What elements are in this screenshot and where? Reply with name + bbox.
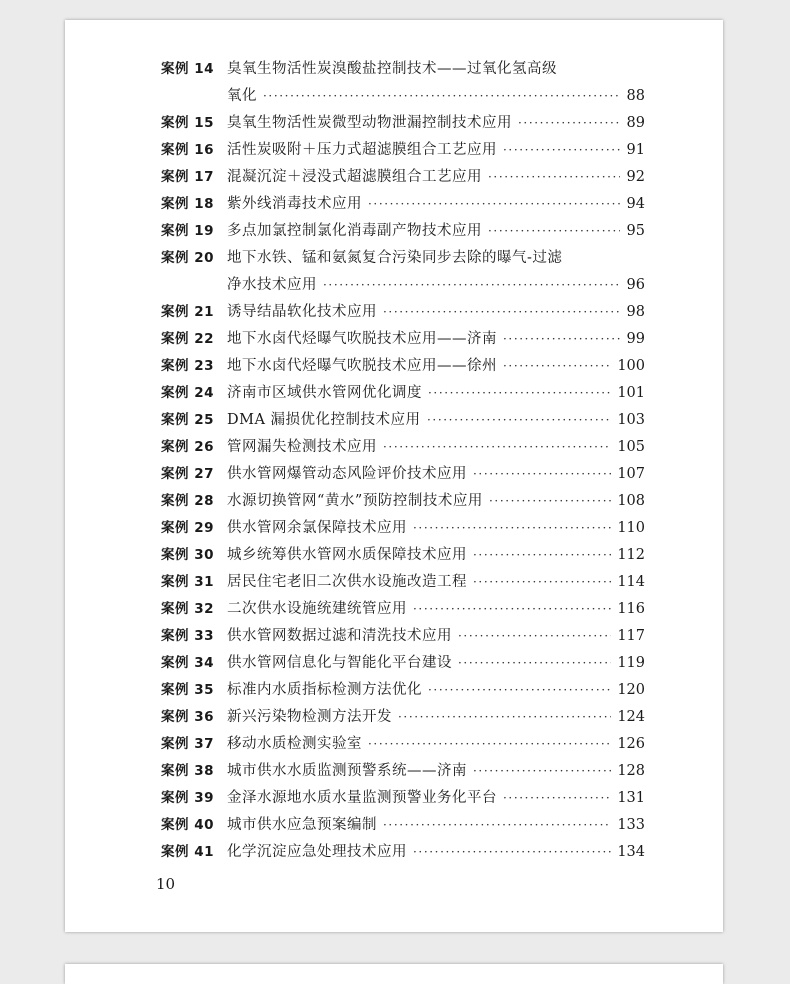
toc-line bbox=[65, 623, 723, 649]
dot-leader bbox=[458, 623, 611, 649]
dot-leader bbox=[398, 704, 611, 730]
entry-title: 氧化 bbox=[227, 88, 257, 104]
toc-line bbox=[65, 785, 723, 811]
case-label: 案例 24 bbox=[161, 385, 214, 401]
page-reference: 134 bbox=[617, 844, 645, 860]
entry-title: 地下水铁、锰和氨氮复合污染同步去除的曝气-过滤 bbox=[227, 250, 563, 266]
entry-title: 居民住宅老旧二次供水设施改造工程 bbox=[227, 574, 467, 590]
page-reference: 107 bbox=[617, 466, 645, 482]
dot-leader bbox=[473, 542, 611, 568]
next-page-edge bbox=[65, 964, 723, 984]
page-reference: 99 bbox=[626, 331, 645, 347]
page-reference: 91 bbox=[626, 142, 645, 158]
dot-leader bbox=[428, 677, 611, 703]
entry-title: 城市供水水质监测预警系统——济南 bbox=[227, 763, 467, 779]
entry-title: 城乡统筹供水管网水质保障技术应用 bbox=[227, 547, 467, 563]
page-reference: 116 bbox=[617, 601, 645, 617]
dot-leader bbox=[427, 407, 611, 433]
toc-line bbox=[65, 434, 723, 460]
case-label: 案例 32 bbox=[161, 601, 214, 617]
toc-line bbox=[65, 569, 723, 595]
entry-title: 供水管网余氯保障技术应用 bbox=[227, 520, 407, 536]
dot-leader bbox=[413, 839, 611, 865]
case-label: 案例 23 bbox=[161, 358, 214, 374]
case-label: 案例 22 bbox=[161, 331, 214, 347]
case-label: 案例 19 bbox=[161, 223, 214, 239]
dot-leader bbox=[263, 83, 620, 109]
toc-line bbox=[65, 731, 723, 757]
toc-line bbox=[65, 380, 723, 406]
page-reference: 117 bbox=[617, 628, 645, 644]
case-label: 案例 18 bbox=[161, 196, 214, 212]
case-label: 案例 16 bbox=[161, 142, 214, 158]
page-reference: 95 bbox=[626, 223, 645, 239]
page-reference: 131 bbox=[617, 790, 645, 806]
dot-leader bbox=[473, 461, 611, 487]
page-reference: 120 bbox=[617, 682, 645, 698]
toc-line bbox=[65, 137, 723, 163]
dot-leader bbox=[503, 353, 611, 379]
page-reference: 126 bbox=[617, 736, 645, 752]
page-reference: 119 bbox=[617, 655, 645, 671]
dot-leader bbox=[383, 812, 611, 838]
page-number: 10 bbox=[156, 875, 176, 893]
dot-leader bbox=[489, 488, 611, 514]
entry-title: 活性炭吸附＋压力式超滤膜组合工艺应用 bbox=[227, 142, 497, 158]
entry-title: 地下水卤代烃曝气吹脱技术应用——济南 bbox=[227, 331, 497, 347]
entry-title: 地下水卤代烃曝气吹脱技术应用——徐州 bbox=[227, 358, 497, 374]
page-reference: 101 bbox=[617, 385, 645, 401]
case-label: 案例 31 bbox=[161, 574, 214, 590]
entry-title: 济南市区域供水管网优化调度 bbox=[227, 385, 422, 401]
dot-leader bbox=[473, 569, 611, 595]
entry-title: 供水管网数据过滤和清洗技术应用 bbox=[227, 628, 452, 644]
dot-leader bbox=[383, 434, 611, 460]
entry-title: 供水管网爆管动态风险评价技术应用 bbox=[227, 466, 467, 482]
toc-line bbox=[65, 596, 723, 622]
case-label: 案例 27 bbox=[161, 466, 214, 482]
toc-line bbox=[65, 110, 723, 136]
dot-leader bbox=[473, 758, 611, 784]
toc-line bbox=[65, 758, 723, 784]
dot-leader bbox=[458, 650, 611, 676]
toc-line bbox=[65, 245, 723, 271]
entry-title: 净水技术应用 bbox=[227, 277, 317, 293]
case-label: 案例 38 bbox=[161, 763, 214, 779]
toc-line bbox=[65, 353, 723, 379]
toc-line bbox=[65, 56, 723, 82]
entry-title: 标准内水质指标检测方法优化 bbox=[227, 682, 422, 698]
entry-title: 管网漏失检测技术应用 bbox=[227, 439, 377, 455]
entry-title: DMA 漏损优化控制技术应用 bbox=[227, 412, 421, 428]
case-label: 案例 21 bbox=[161, 304, 214, 320]
case-label: 案例 41 bbox=[161, 844, 214, 860]
toc-line bbox=[65, 326, 723, 352]
page-reference: 110 bbox=[617, 520, 645, 536]
case-label: 案例 34 bbox=[161, 655, 214, 671]
case-label: 案例 26 bbox=[161, 439, 214, 455]
toc-line bbox=[65, 218, 723, 244]
case-label: 案例 28 bbox=[161, 493, 214, 509]
page-reference: 124 bbox=[617, 709, 645, 725]
entry-title: 诱导结晶软化技术应用 bbox=[227, 304, 377, 320]
toc-line bbox=[65, 164, 723, 190]
entry-title: 城市供水应急预案编制 bbox=[227, 817, 377, 833]
entry-title: 移动水质检测实验室 bbox=[227, 736, 362, 752]
case-label: 案例 37 bbox=[161, 736, 214, 752]
page-reference: 98 bbox=[626, 304, 645, 320]
dot-leader bbox=[368, 191, 620, 217]
page-reference: 112 bbox=[617, 547, 645, 563]
toc-line bbox=[65, 461, 723, 487]
dot-leader bbox=[428, 380, 611, 406]
dot-leader bbox=[503, 326, 620, 352]
entry-title: 二次供水设施统建统管应用 bbox=[227, 601, 407, 617]
entry-title: 化学沉淀应急处理技术应用 bbox=[227, 844, 407, 860]
toc-line bbox=[65, 488, 723, 514]
case-label: 案例 25 bbox=[161, 412, 214, 428]
dot-leader bbox=[383, 299, 620, 325]
case-label: 案例 33 bbox=[161, 628, 214, 644]
page-reference: 108 bbox=[617, 493, 645, 509]
page-reference: 94 bbox=[626, 196, 645, 212]
toc-line bbox=[65, 677, 723, 703]
entry-title: 臭氧生物活性炭溴酸盐控制技术——过氧化氢高级 bbox=[227, 61, 557, 77]
page-reference: 92 bbox=[626, 169, 645, 185]
case-label: 案例 29 bbox=[161, 520, 214, 536]
entry-title: 混凝沉淀＋浸没式超滤膜组合工艺应用 bbox=[227, 169, 482, 185]
entry-title: 水源切换管网“黄水”预防控制技术应用 bbox=[227, 493, 483, 509]
case-label: 案例 20 bbox=[161, 250, 214, 266]
page-reference: 100 bbox=[617, 358, 645, 374]
case-label: 案例 30 bbox=[161, 547, 214, 563]
page-reference: 103 bbox=[617, 412, 645, 428]
dot-leader bbox=[503, 137, 620, 163]
entry-title: 金泽水源地水质水量监测预警业务化平台 bbox=[227, 790, 497, 806]
case-label: 案例 15 bbox=[161, 115, 214, 131]
toc-line bbox=[65, 83, 723, 109]
case-label: 案例 40 bbox=[161, 817, 214, 833]
dot-leader bbox=[413, 515, 611, 541]
toc-line bbox=[65, 650, 723, 676]
toc-line bbox=[65, 191, 723, 217]
toc-line bbox=[65, 272, 723, 298]
page-reference: 89 bbox=[626, 115, 645, 131]
page-reference: 88 bbox=[626, 88, 645, 104]
toc-line bbox=[65, 839, 723, 865]
entry-title: 紫外线消毒技术应用 bbox=[227, 196, 362, 212]
case-label: 案例 17 bbox=[161, 169, 214, 185]
dot-leader bbox=[488, 218, 620, 244]
dot-leader bbox=[323, 272, 620, 298]
entry-title: 多点加氯控制氯化消毒副产物技术应用 bbox=[227, 223, 482, 239]
toc-line bbox=[65, 299, 723, 325]
entry-title: 臭氧生物活性炭微型动物泄漏控制技术应用 bbox=[227, 115, 512, 131]
page-reference: 114 bbox=[617, 574, 645, 590]
toc-line bbox=[65, 704, 723, 730]
case-label: 案例 36 bbox=[161, 709, 214, 725]
toc-line bbox=[65, 515, 723, 541]
case-label: 案例 39 bbox=[161, 790, 214, 806]
case-label: 案例 14 bbox=[161, 61, 214, 77]
toc-line bbox=[65, 542, 723, 568]
dot-leader bbox=[488, 164, 620, 190]
entry-title: 新兴污染物检测方法开发 bbox=[227, 709, 392, 725]
dot-leader bbox=[368, 731, 611, 757]
page-reference: 105 bbox=[617, 439, 645, 455]
page-reference: 133 bbox=[617, 817, 645, 833]
document-page bbox=[65, 20, 723, 932]
page-reference: 96 bbox=[626, 277, 645, 293]
toc-line bbox=[65, 812, 723, 838]
case-label: 案例 35 bbox=[161, 682, 214, 698]
dot-leader bbox=[503, 785, 611, 811]
page-reference: 128 bbox=[617, 763, 645, 779]
entry-title: 供水管网信息化与智能化平台建设 bbox=[227, 655, 452, 671]
toc-line bbox=[65, 407, 723, 433]
dot-leader bbox=[413, 596, 611, 622]
table-of-contents bbox=[65, 20, 723, 932]
